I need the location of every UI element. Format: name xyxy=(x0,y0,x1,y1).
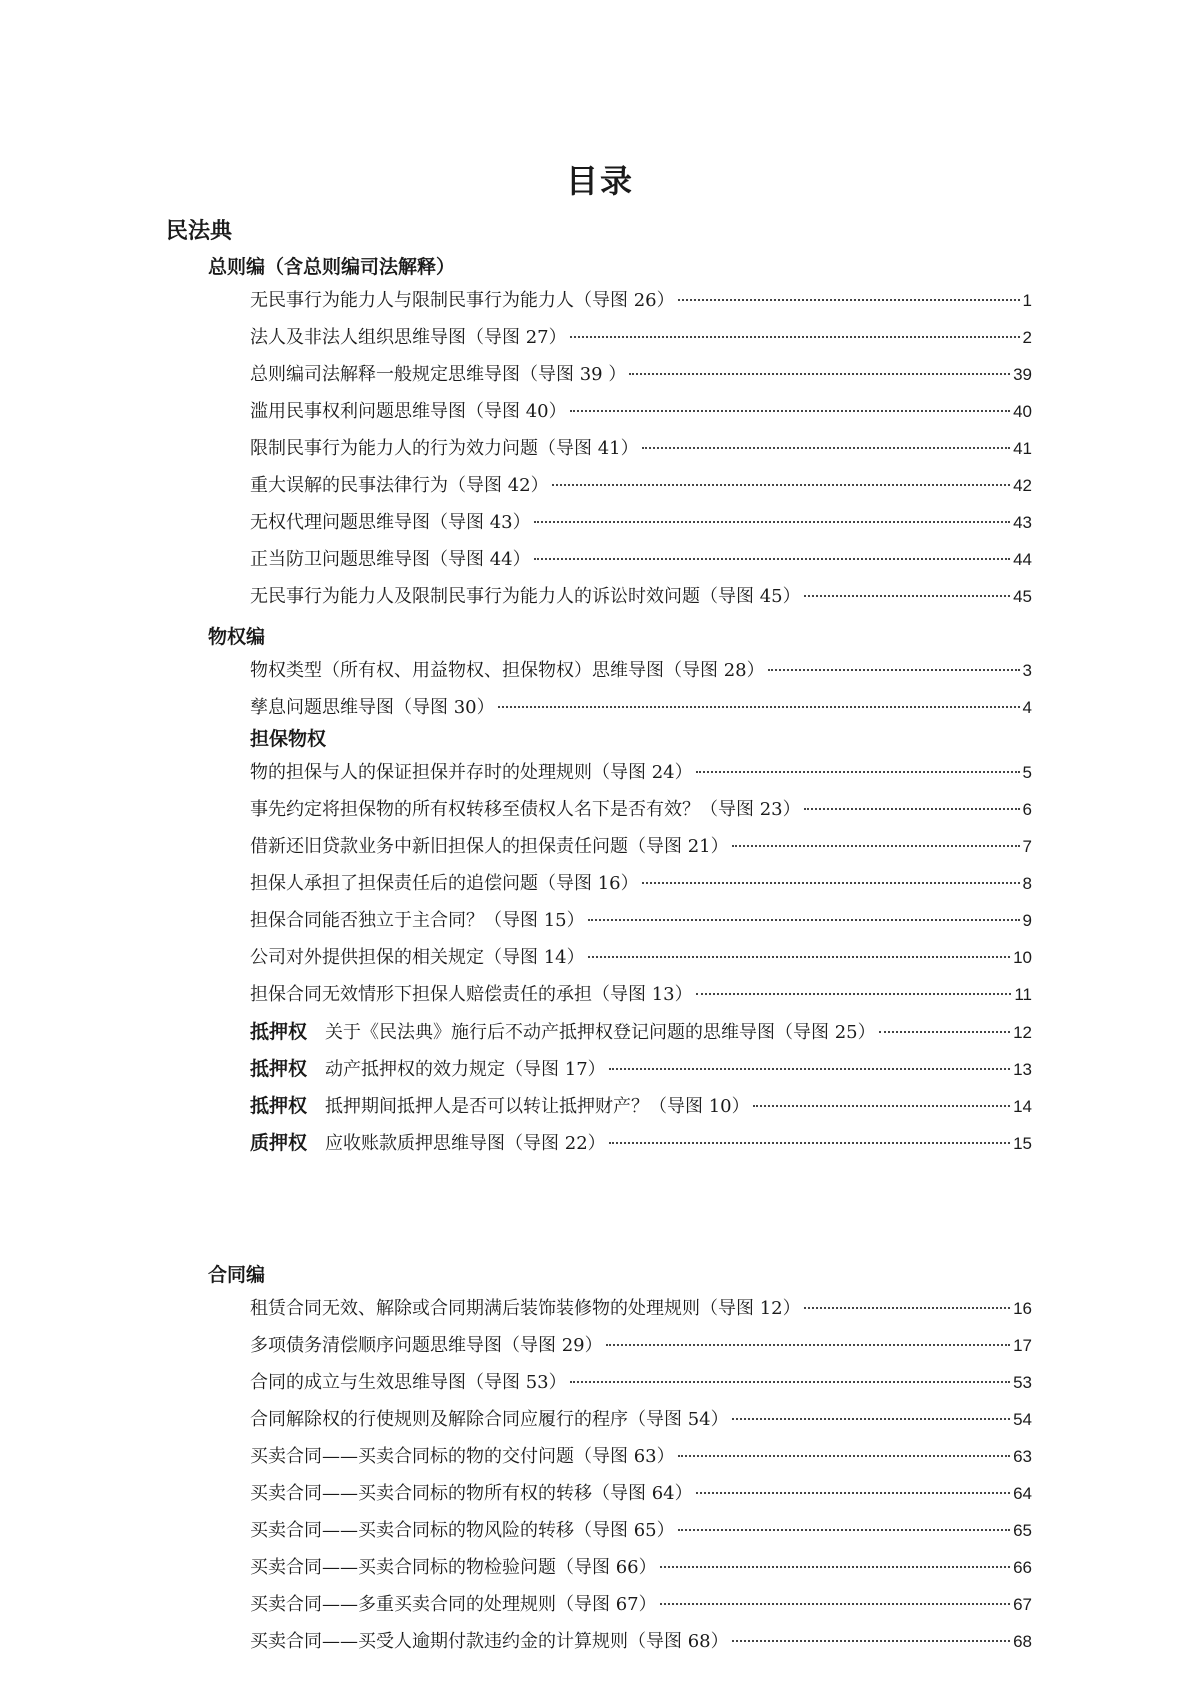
toc-entry-page: 64 xyxy=(1013,1484,1032,1503)
toc-leader-dots xyxy=(552,484,1010,486)
toc-entry[interactable] xyxy=(250,795,1032,823)
toc-entry-text: 正当防卫问题思维导图（导图 44） xyxy=(250,549,531,570)
toc-entry-page: 40 xyxy=(1013,402,1032,421)
toc-leader-dots xyxy=(879,1031,1010,1033)
toc-entry-tagged[interactable] xyxy=(250,1091,1032,1119)
toc-entry-text: 担保合同无效情形下担保人赔偿责任的承担（导图 13） xyxy=(250,984,693,1005)
toc-entry[interactable] xyxy=(250,693,1032,721)
toc-entry[interactable] xyxy=(250,545,1032,573)
toc-leader-dots xyxy=(696,771,1020,773)
toc-entry-text: 法人及非法人组织思维导图（导图 27） xyxy=(250,327,567,348)
toc-entry-text: 买卖合同——多重买卖合同的处理规则（导图 67） xyxy=(250,1594,657,1615)
toc-entry-text: 公司对外提供担保的相关规定（导图 14） xyxy=(250,947,585,968)
toc-entry-text: 借新还旧贷款业务中新旧担保人的担保责任问题（导图 21） xyxy=(250,836,729,857)
toc-entry-text: 合同解除权的行使规则及解除合同应履行的程序（导图 54） xyxy=(250,1409,729,1430)
toc-entry-page: 16 xyxy=(1013,1299,1032,1318)
toc-entry-page: 53 xyxy=(1013,1373,1032,1392)
toc-entry-tagged[interactable] xyxy=(250,1128,1032,1156)
toc-entry-text: 关于《民法典》施行后不动产抵押权登记问题的思维导图（导图 25） xyxy=(325,1022,876,1043)
toc-entry-page: 45 xyxy=(1013,587,1032,606)
toc-entry-tagged[interactable] xyxy=(250,1054,1032,1082)
toc-entry-page: 44 xyxy=(1013,550,1032,569)
toc-leader-dots xyxy=(609,1068,1010,1070)
toc-entry[interactable] xyxy=(250,434,1032,462)
toc-entry-text: 限制民事行为能力人的行为效力问题（导图 41） xyxy=(250,438,639,459)
toc-entry-page: 9 xyxy=(1022,911,1032,930)
toc-leader-dots xyxy=(609,1142,1010,1144)
toc-entry[interactable] xyxy=(250,397,1032,425)
toc-entry-text: 动产抵押权的效力规定（导图 17） xyxy=(325,1059,606,1080)
toc-entry-page: 10 xyxy=(1013,948,1032,967)
toc-entry[interactable] xyxy=(250,1553,1032,1581)
toc-entry-page: 42 xyxy=(1013,476,1032,495)
toc-h2-general: 总则编（含总则编司法解释） xyxy=(208,256,456,278)
toc-entry-page: 6 xyxy=(1022,800,1032,819)
toc-leader-dots xyxy=(804,808,1020,810)
toc-leader-dots xyxy=(642,447,1010,449)
toc-leader-dots xyxy=(678,1455,1010,1457)
toc-entry-page: 8 xyxy=(1022,874,1032,893)
toc-entry-tag: 抵押权 xyxy=(250,1058,308,1080)
toc-entry[interactable] xyxy=(250,1294,1032,1322)
toc-leader-dots xyxy=(570,336,1020,338)
toc-h1-civil-code: 民法典 xyxy=(166,219,233,244)
toc-entry[interactable] xyxy=(250,758,1032,786)
toc-entry-text: 买卖合同——买卖合同标的物风险的转移（导图 65） xyxy=(250,1520,675,1541)
toc-entry-page: 39 xyxy=(1013,365,1032,384)
toc-entry-text: 无权代理问题思维导图（导图 43） xyxy=(250,512,531,533)
toc-entry-page: 13 xyxy=(1013,1060,1032,1079)
toc-entry-tag: 质押权 xyxy=(250,1132,308,1154)
toc-entry-text: 应收账款质押思维导图（导图 22） xyxy=(325,1133,606,1154)
toc-entry-page: 3 xyxy=(1022,661,1032,680)
toc-entry-page: 11 xyxy=(1014,985,1032,1004)
toc-leader-dots xyxy=(660,1566,1010,1568)
toc-entry-text: 买卖合同——买卖合同标的物的交付问题（导图 63） xyxy=(250,1446,675,1467)
toc-entry-page: 65 xyxy=(1013,1521,1032,1540)
toc-entry[interactable] xyxy=(250,1368,1032,1396)
toc-h2-contract: 合同编 xyxy=(208,1264,266,1286)
toc-leader-dots xyxy=(732,1418,1010,1420)
toc-entry-page: 12 xyxy=(1013,1023,1032,1042)
toc-entry-text: 物的担保与人的保证担保并存时的处理规则（导图 24） xyxy=(250,762,693,783)
toc-entry-text: 抵押期间抵押人是否可以转让抵押财产？（导图 10） xyxy=(325,1096,750,1117)
toc-entry-page: 4 xyxy=(1022,698,1032,717)
toc-h2-property: 物权编 xyxy=(208,626,266,648)
toc-leader-dots xyxy=(732,1640,1010,1642)
toc-entry-text: 买卖合同——买卖合同标的物所有权的转移（导图 64） xyxy=(250,1483,693,1504)
toc-entry-tag: 抵押权 xyxy=(250,1095,308,1117)
toc-leader-dots xyxy=(753,1105,1010,1107)
toc-entry[interactable] xyxy=(250,1627,1032,1655)
toc-entry[interactable] xyxy=(250,832,1032,860)
toc-leader-dots xyxy=(588,956,1010,958)
toc-entry-page: 43 xyxy=(1013,513,1032,532)
toc-entry[interactable] xyxy=(250,1516,1032,1544)
toc-entry[interactable] xyxy=(250,582,1032,610)
toc-leader-dots xyxy=(696,993,1012,995)
toc-leader-dots xyxy=(804,1307,1010,1309)
toc-entry-page: 17 xyxy=(1013,1336,1032,1355)
toc-entry[interactable] xyxy=(250,286,1032,314)
toc-leader-dots xyxy=(534,521,1010,523)
toc-entry-text: 买卖合同——买受人逾期付款违约金的计算规则（导图 68） xyxy=(250,1631,729,1652)
toc-entry-page: 14 xyxy=(1013,1097,1032,1116)
toc-entry[interactable] xyxy=(250,869,1032,897)
toc-leader-dots xyxy=(696,1492,1010,1494)
toc-entry-text: 多项债务清偿顺序问题思维导图（导图 29） xyxy=(250,1335,603,1356)
toc-entry[interactable] xyxy=(250,943,1032,971)
toc-leader-dots xyxy=(660,1603,1010,1605)
toc-entry-tagged[interactable] xyxy=(250,1017,1032,1045)
toc-leader-dots xyxy=(570,410,1010,412)
toc-entry-text: 合同的成立与生效思维导图（导图 53） xyxy=(250,1372,567,1393)
toc-entry[interactable] xyxy=(250,1442,1032,1470)
toc-entry-page: 15 xyxy=(1013,1134,1032,1153)
toc-entry[interactable] xyxy=(250,323,1032,351)
toc-entry-page: 7 xyxy=(1022,837,1032,856)
toc-leader-dots xyxy=(606,1344,1010,1346)
toc-entry-tag: 抵押权 xyxy=(250,1021,308,1043)
toc-h3-security: 担保物权 xyxy=(250,728,327,750)
toc-entry[interactable] xyxy=(250,906,1032,934)
toc-entry[interactable] xyxy=(250,471,1032,499)
toc-entry-text: 滥用民事权利问题思维导图（导图 40） xyxy=(250,401,567,422)
toc-entry-text: 事先约定将担保物的所有权转移至债权人名下是否有效？（导图 23） xyxy=(250,799,801,820)
toc-entry-page: 66 xyxy=(1013,1558,1032,1577)
toc-entry-text: 无民事行为能力人与限制民事行为能力人（导图 26） xyxy=(250,290,675,311)
toc-entry-text: 担保合同能否独立于主合同？（导图 15） xyxy=(250,910,585,931)
toc-entry-text: 租赁合同无效、解除或合同期满后装饰装修物的处理规则（导图 12） xyxy=(250,1298,801,1319)
toc-entry[interactable] xyxy=(250,1405,1032,1433)
toc-entry-page: 54 xyxy=(1013,1410,1032,1429)
toc-leader-dots xyxy=(678,299,1020,301)
toc-entry-page: 2 xyxy=(1022,328,1032,347)
toc-leader-dots xyxy=(732,845,1020,847)
toc-entry-page: 67 xyxy=(1013,1595,1032,1614)
toc-entry-page: 5 xyxy=(1022,763,1032,782)
toc-entry-text: 买卖合同——买卖合同标的物检验问题（导图 66） xyxy=(250,1557,657,1578)
toc-entry-text: 总则编司法解释一般规定思维导图（导图 39 ） xyxy=(250,364,627,385)
toc-entry-page: 1 xyxy=(1022,291,1032,310)
toc-entry-page: 68 xyxy=(1013,1632,1032,1651)
toc-leader-dots xyxy=(768,669,1020,671)
toc-entry-page: 41 xyxy=(1013,439,1032,458)
toc-entry-text: 担保人承担了担保责任后的追偿问题（导图 16） xyxy=(250,873,639,894)
toc-entry-text: 重大误解的民事法律行为（导图 42） xyxy=(250,475,549,496)
toc-leader-dots xyxy=(678,1529,1010,1531)
toc-entry-page: 63 xyxy=(1013,1447,1032,1466)
toc-leader-dots xyxy=(629,373,1010,375)
toc-leader-dots xyxy=(804,595,1010,597)
toc-entry[interactable] xyxy=(250,656,1032,684)
toc-entry-text: 孳息问题思维导图（导图 30） xyxy=(250,697,495,718)
toc-leader-dots xyxy=(642,882,1020,884)
toc-entry[interactable] xyxy=(250,1590,1032,1618)
toc-entry[interactable] xyxy=(250,508,1032,536)
toc-leader-dots xyxy=(570,1381,1010,1383)
toc-entry-text: 物权类型（所有权、用益物权、担保物权）思维导图（导图 28） xyxy=(250,660,765,681)
toc-entry-text: 无民事行为能力人及限制民事行为能力人的诉讼时效问题（导图 45） xyxy=(250,586,801,607)
toc-entry[interactable] xyxy=(250,360,1032,388)
toc-leader-dots xyxy=(534,558,1010,560)
toc-entry[interactable] xyxy=(250,980,1032,1008)
toc-leader-dots xyxy=(498,706,1020,708)
toc-entry[interactable] xyxy=(250,1479,1032,1507)
toc-entry[interactable] xyxy=(250,1331,1032,1359)
page-title: 目录 xyxy=(565,162,634,200)
toc-leader-dots xyxy=(588,919,1020,921)
